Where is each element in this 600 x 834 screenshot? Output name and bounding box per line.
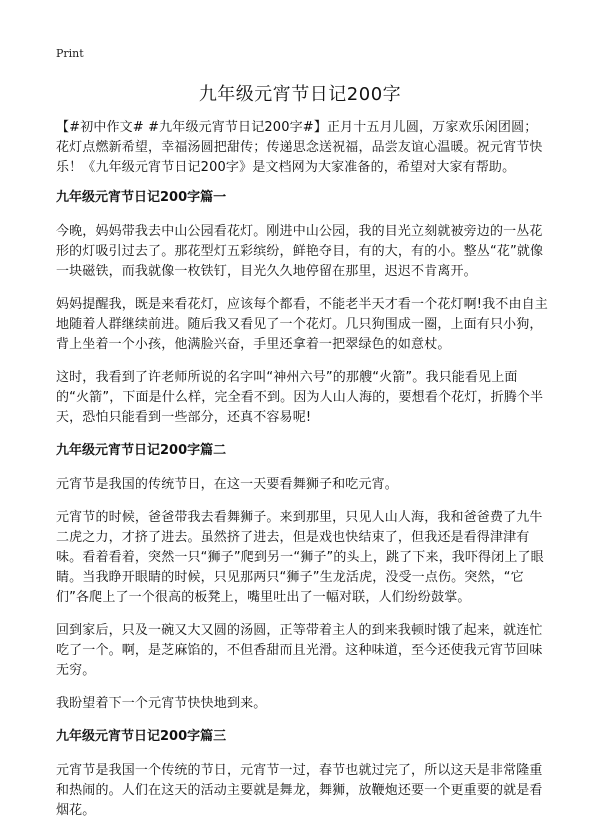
print-link[interactable]: Print [56, 47, 84, 60]
paragraph: 这时，我看到了许老师所说的名字叫“神州六号”的那艘“火箭”。我只能看见上面的“火箭”，下面是什么样，完全看不到。因为人山人海的，要想看个花灯，折腾个半天，恐怕只能看到一些部分，还真不容易呢! [56, 370, 544, 425]
paragraph: 回到家后，只及一碗又大又圆的汤圆，正等带着主人的到来我顿时饿了起来，就连忙吃了一个。啊，是芝麻馅的，不但香甜而且光滑。这种味道，至今还使我元宵节回味无穷。 [56, 623, 543, 678]
paragraph: 我盼望着下一个元宵节快快地到来。 [56, 696, 267, 711]
paragraph: 元宵节是我国的传统节日，在这一天要看舞狮子和吃元宵。 [56, 477, 398, 492]
paragraph: 今晚，妈妈带我去中山公园看花灯。刚进中山公园，我的目光立刻就被旁边的一丛花形的灯吸引过去了。那花型灯五彩缤纷，鲜艳夺目，有的大，有的小。整丛“花”就像一块磁铁，而我就像一枚铁钉，目光久久地停留在那里，迟迟不肯离开。 [56, 224, 544, 279]
section-heading-3: 九年级元宵节日记200字篇三 [56, 729, 227, 744]
paragraph: 元宵节的时候，爸爸带我去看舞狮子。来到那里，只见人山人海，我和爸爸费了九牛二虎之力，才挤了进去。虽然挤了进去，但是戏也快结束了，但我还是看得津津有味。看着看着，突然一只“狮子”爬到另一“狮子”的头上，跳了下来，我吓得闭上了眼睛。当我睁开眼睛的时候，只见那两只“狮子”生龙活虎，没受一点伤。突然，“它们”各爬上了一个很高的板凳上，嘴里吐出了一幅对联，人们纷纷鼓掌。 [56, 510, 544, 605]
paragraph: 妈妈提醒我，既是来看花灯，应该每个都看，不能老半天才看一个花灯啊!我不由自主地随着人群继续前进。随后我又看见了一个花灯。几只狗围成一圈，上面有只小狗，背上坐着一个小孩，他满脸兴奋，手里还拿着一把翠绿色的如意杖。 [56, 297, 548, 352]
section-heading-2: 九年级元宵节日记200字篇二 [56, 443, 227, 458]
article-body [56, 118, 550, 834]
section-heading-1: 九年级元宵节日记200字篇一 [56, 190, 227, 205]
paragraph: 元宵节是我国一个传统的节日，元宵节一过，春节也就过完了，所以这天是非常隆重和热闹的。人们在这天的活动主要就是舞龙，舞狮，放鞭炮还要一个更重要的就是看烟花。 [56, 763, 543, 818]
page-title: 九年级元宵节日记200字 [198, 84, 402, 105]
intro-paragraph: 【#初中作文# #九年级元宵节日记200字#】正月十五月儿圆，万家欢乐闲团圆；花灯点燃新希望，幸福汤圆把甜传；传递思念送祝福，品尝友谊心温暖。祝元宵节快乐！《九年级元宵节日记200字》是文档网为大家准备的，希望对大家有帮助。 [56, 120, 543, 175]
